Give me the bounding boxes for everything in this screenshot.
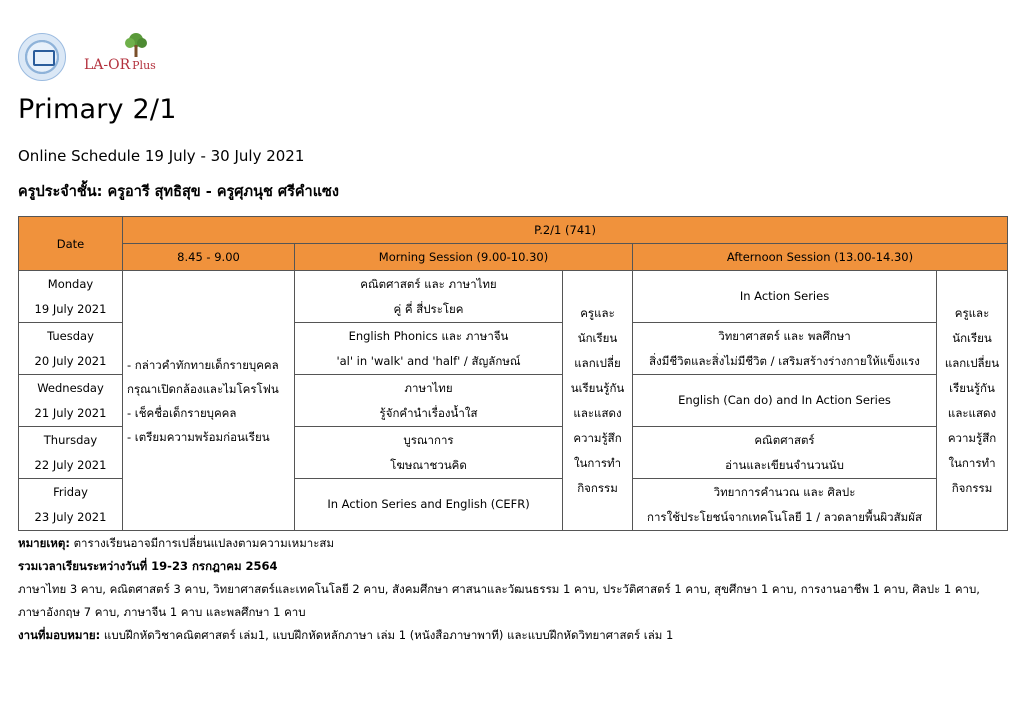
day-date: 23 July 2021 <box>34 509 107 524</box>
notes-section <box>18 532 1008 647</box>
date-cell <box>19 427 123 479</box>
morning-subject: English Phonics และ ภาษาจีน <box>348 328 509 343</box>
afternoon-topic: การใช้ประโยชน์จากเทคโนโลยี 1 / ลวดลายพื้นผิวสัมผัส <box>647 509 922 524</box>
share-line: และแสดง <box>573 405 622 420</box>
share-line: แลกเปลี่ยน <box>944 355 1000 370</box>
morning-subject: ภาษาไทย <box>404 380 453 395</box>
afternoon-cell <box>633 271 937 323</box>
afternoon-topic: สิ่งมีชีวิตและสิ่งไม่มีชีวิต / เสริมสร้างร่างกายให้แข็งแรง <box>649 353 920 368</box>
homeroom-cell <box>123 271 295 531</box>
share-line: ครูและ <box>580 305 615 320</box>
share-line: แลกเปลี่ย <box>574 355 621 370</box>
remark-line <box>18 532 1008 555</box>
date-header: Date <box>19 217 123 271</box>
date-cell <box>19 375 123 427</box>
share-line: ในการทำ <box>573 455 622 470</box>
morning-subject: คณิตศาสตร์ และ ภาษาไทย <box>360 276 497 291</box>
subjects-line: ภาษาไทย 3 คาบ, คณิตศาสตร์ 3 คาบ, วิทยาศาสตร์และเทคโนโลยี 2 คาบ, สังคมศึกษา ศาสนาและวัฒนธรรม 1 คาบ, ประวัติศาสตร์ 1 คาบ, สุขศึกษา 1 คาบ, การงานอาชีพ 1 คาบ, ศิลปะ 1 คาบ, ภาษาอังกฤษ 7 คาบ, ภาษาจีน 1 คาบ และพลศึกษา 1 คาบ <box>18 582 980 619</box>
afternoon-cell <box>633 427 937 479</box>
afternoon-cell <box>633 323 937 375</box>
schedule-table <box>18 216 1008 531</box>
share-line: ครูและ <box>954 305 990 320</box>
school-seal-icon <box>18 33 66 81</box>
day-date: 21 July 2021 <box>34 405 107 420</box>
share-line: นเรียนรู้กัน <box>570 380 625 395</box>
morning-header: Morning Session (9.00-10.30) <box>295 244 633 271</box>
total-label: รวมเวลาเรียนระหว่างวันที่ 19-23 กรกฎาคม 2564 <box>18 559 278 573</box>
page-title: Primary 2/1 <box>18 94 177 125</box>
brand-suffix: Plus <box>132 58 156 72</box>
brand-name: LA-OR <box>84 57 131 73</box>
morning-cell <box>295 323 563 375</box>
day-name: Monday <box>47 276 94 291</box>
homeroom-item: กรุณาเปิดกล้องและไมโครโฟน <box>127 381 279 396</box>
share-line: นักเรียน <box>952 330 992 345</box>
homeroom-item: - เตรียมความพร้อมก่อนเรียน <box>127 429 270 444</box>
afternoon-subject: In Action Series <box>739 289 830 303</box>
logo-bar <box>18 32 156 82</box>
afternoon-header: Afternoon Session (13.00-14.30) <box>633 244 1008 271</box>
share-line: เรียนรู้กัน <box>949 380 995 395</box>
total-line <box>18 555 1008 578</box>
assignment-text: แบบฝึกหัดวิชาคณิตศาสตร์ เล่ม1, แบบฝึกหัดหลักภาษา เล่ม 1 (หนังสือภาษาพาที) และแบบฝึกหัดวิทยาศาสตร์ เล่ม 1 <box>100 628 674 642</box>
afternoon-cell <box>633 375 937 427</box>
share-line: ความรู้สึก <box>573 430 622 445</box>
morning-topic: รู้จักคำนำเรื่องน้ำใส <box>379 405 478 420</box>
tree-icon <box>124 32 148 58</box>
table-row <box>19 271 1008 323</box>
morning-cell <box>295 479 563 531</box>
share-line: นักเรียน <box>577 330 618 345</box>
class-header: P.2/1 (741) <box>123 217 1008 244</box>
share-line: กิจกรรม <box>951 480 993 495</box>
afternoon-topic: อ่านและเขียนจำนวนนับ <box>725 457 844 472</box>
homeroom-item: - เช็คชื่อเด็กรายบุคคล <box>127 405 237 420</box>
remark-label: หมายเหตุ: <box>18 536 70 550</box>
day-date: 19 July 2021 <box>34 301 107 316</box>
share-line: กิจกรรม <box>577 480 618 495</box>
morning-subject: In Action Series and English (CEFR) <box>327 497 530 511</box>
day-name: Tuesday <box>47 328 94 343</box>
date-cell <box>19 323 123 375</box>
schedule-subtitle: Online Schedule 19 July - 30 July 2021 <box>18 147 305 165</box>
date-cell <box>19 271 123 323</box>
assignment-label: งานที่มอบหมาย: <box>18 628 101 642</box>
morning-topic: คู่ คี่ สี่ประโยค <box>393 301 464 316</box>
day-date: 20 July 2021 <box>34 353 107 368</box>
share-line: ในการทำ <box>948 455 996 470</box>
homeroom-item: - กล่าวคำทักทายเด็กรายบุคคล <box>127 357 279 372</box>
afternoon-share-cell <box>937 271 1008 531</box>
afternoon-subject: วิทยาการคำนวณ และ ศิลปะ <box>713 484 856 499</box>
remark-text: ตารางเรียนอาจมีการเปลี่ยนแปลงตามความเหมาะสม <box>69 536 335 550</box>
afternoon-cell <box>633 479 937 531</box>
day-name: Friday <box>53 484 88 499</box>
morning-topic: โฆษณาชวนคิด <box>390 457 467 472</box>
morning-topic: 'al' in 'walk' and 'half' / สัญลักษณ์ <box>336 353 521 368</box>
share-line: ความรู้สึก <box>947 430 997 445</box>
morning-cell <box>295 271 563 323</box>
day-name: Wednesday <box>37 380 104 395</box>
la-or-plus-logo <box>84 32 156 82</box>
day-date: 22 July 2021 <box>34 457 107 472</box>
morning-share-cell <box>563 271 633 531</box>
afternoon-subject: คณิตศาสตร์ <box>754 432 815 447</box>
morning-cell <box>295 375 563 427</box>
assignment-line <box>18 624 1008 647</box>
afternoon-subject: English (Can do) and In Action Series <box>678 393 891 407</box>
morning-cell <box>295 427 563 479</box>
share-line: และแสดง <box>947 405 997 420</box>
homeroom-teachers: ครูประจำชั้น: ครูอารี สุทธิสุข - ครูศุภนุช ศรีคำแซง <box>18 184 339 200</box>
time-header: 8.45 - 9.00 <box>123 244 295 271</box>
afternoon-subject: วิทยาศาสตร์ และ พลศึกษา <box>718 328 851 343</box>
date-cell <box>19 479 123 531</box>
day-name: Thursday <box>43 432 98 447</box>
morning-subject: บูรณาการ <box>403 432 454 447</box>
